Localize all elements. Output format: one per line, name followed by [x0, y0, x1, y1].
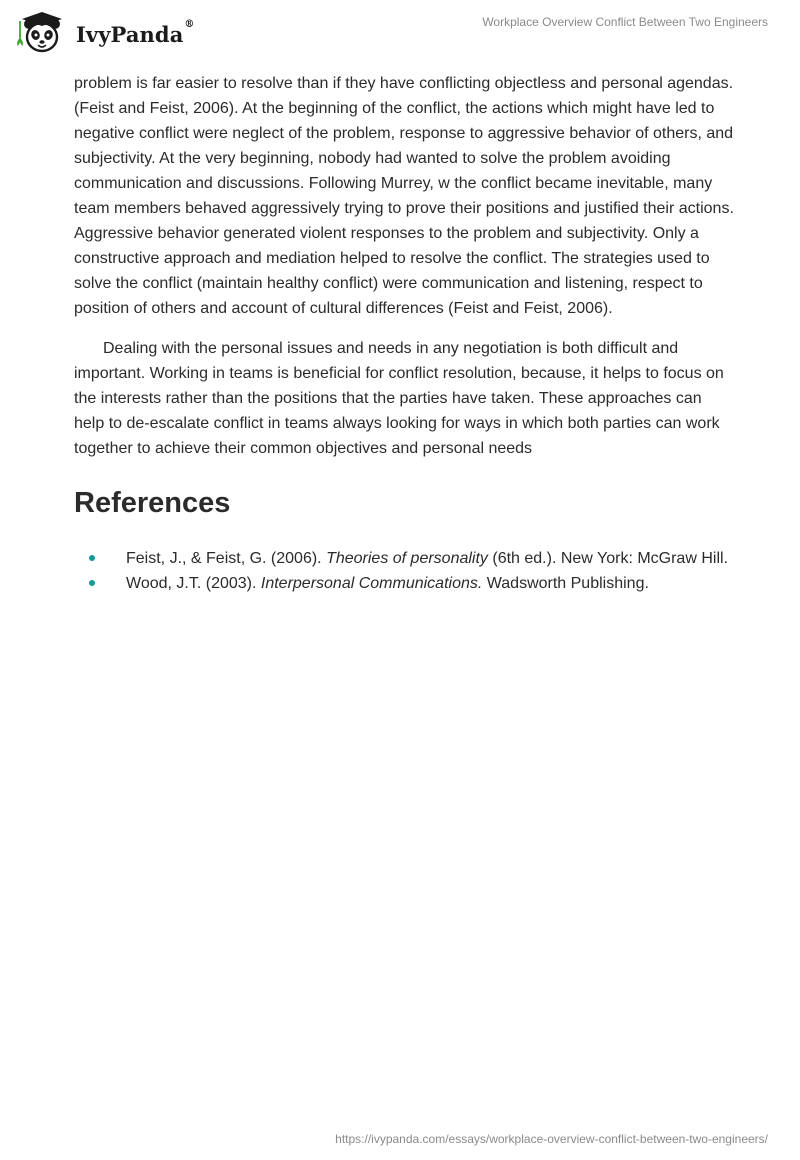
- logo-wordmark: [76, 18, 195, 47]
- reference-item: [74, 571, 734, 596]
- logo-text: IvyPanda: [76, 21, 184, 47]
- reference-authors: Feist, J., & Feist, G. (2006).: [126, 550, 327, 567]
- references-heading: References: [74, 487, 231, 519]
- references-list: [74, 546, 734, 596]
- bullet-icon: [89, 555, 95, 561]
- bullet-icon: [89, 580, 95, 586]
- reference-item: [74, 546, 734, 571]
- document-title: Workplace Overview Conflict Between Two Engineers: [482, 15, 768, 29]
- reference-publisher: Wadsworth Publishing.: [482, 575, 649, 592]
- reference-publisher: (6th ed.). New York: McGraw Hill.: [487, 550, 728, 567]
- registered-mark: ®: [184, 18, 195, 30]
- essay-content: [74, 71, 734, 596]
- reference-title: Interpersonal Communications.: [260, 575, 483, 592]
- body-paragraph-1: problem is far easier to resolve than if they have conflicting objectless and personal agendas.(Feist and Feist, 2006). At the beginning of the conflict, the actions which might have led to negative conflict were neglect of the problem, response to aggressive behavior of others, and subjectivity. At the very beginning, nobody had wanted to solve the problem avoiding communication and discussions. Following Murrey, w the conflict became inevitable, many team members behaved aggressively trying to prove their positions and justified their actions. Aggressive behavior generated violent responses to the problem and subjectivity. Only a constructive approach and mediation helped to resolve the conflict. The strategies used to solve the conflict (maintain healthy conflict) were communication and listening, respect to position of others and account of cultural differences (Feist and Feist, 2006).: [74, 75, 734, 317]
- ivypanda-logo[interactable]: [16, 10, 195, 56]
- reference-authors: Wood, J.T. (2003).: [126, 575, 261, 592]
- panda-logo-icon: [16, 10, 70, 56]
- body-paragraph-2: Dealing with the personal issues and needs in any negotiation is both difficult and important. Working in teams is beneficial for conflict resolution, because, it helps to focus on the interests rather than the positions that the parties have taken. These approaches can help to de-escalate conflict in teams always looking for ways in which both parties can work together to achieve their common objectives and personal needs: [74, 340, 724, 457]
- reference-title: Theories of personality: [326, 550, 488, 567]
- source-url[interactable]: https://ivypanda.com/essays/workplace-overview-conflict-between-two-engineers/: [335, 1132, 768, 1146]
